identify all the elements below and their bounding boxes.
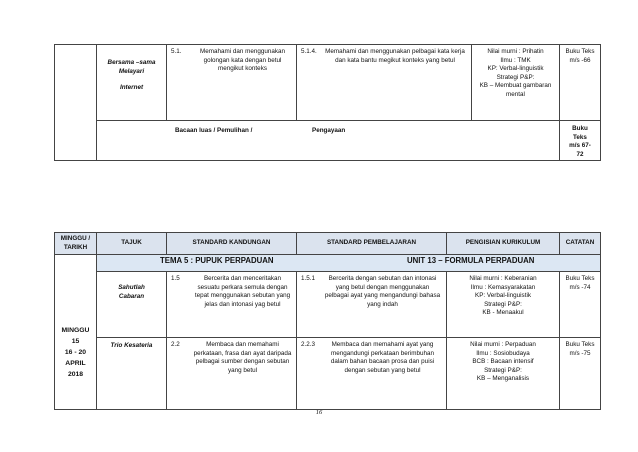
sk-text: Bercerita dan menceritakan sesuatu perkara semula dengan tepat menggunakan sebutan yang jelas dan intonasi yag betul (194, 275, 291, 308)
minggu-line: 15 (71, 337, 80, 345)
catatan-cell (560, 272, 601, 338)
pk-line: KB – Membuat gambaran mental (479, 82, 552, 98)
pk-line: Strategi P&P: (496, 73, 535, 81)
sk-text: Membaca dan memahami perkataan, frasa dan ayat daripada pelbagai sumber dengan sebutan yang betul (193, 341, 292, 374)
standard-pembelajaran-cell (297, 338, 447, 410)
tajuk-cell (97, 45, 167, 121)
pk-line: Nilai murni : Prihatin (487, 48, 544, 55)
standard-pembelajaran-cell (297, 45, 472, 121)
pk-line: BCB : Bacaan intensif (472, 358, 534, 366)
pk-line: Ilmu : TMK (500, 56, 531, 64)
minggu-line: APRIL (65, 359, 86, 367)
pk-line: Nilai murni : Perpaduan (470, 341, 536, 348)
catatan-text: Buku Teks m/s -74 (565, 275, 595, 291)
pk-line: KP: Verbal-linguistik (487, 65, 544, 73)
catatan-line: Teks (573, 133, 587, 141)
pk-line: Ilmu : Sosiobudaya (476, 349, 530, 357)
bacaan-cell (97, 121, 560, 161)
standard-kandungan-cell (167, 45, 297, 121)
pk-line: Strategi P&P: (484, 300, 522, 308)
sk-text: Memahami dan menggunakan golongan kata dengan betul mengikut konteks (199, 48, 286, 73)
catatan-cell (560, 121, 601, 161)
header-row (55, 233, 601, 255)
catatan-line: 72 (576, 150, 584, 158)
catatan-cell (560, 45, 601, 121)
tajuk-sub: Internet (119, 84, 144, 92)
sk-number: 2.2 (171, 341, 180, 348)
tajuk-line: Bersama –sama (107, 59, 156, 66)
pk-line: Strategi P&P: (484, 366, 522, 374)
table-row (55, 338, 601, 410)
sp-text: Membaca dan memahami ayat yang mengandungi perkataan berimbuhan dalam bahan bacaan prosa dan puisi dengan sebutan yang betul (330, 341, 435, 374)
tema-title: TEMA 5 : PUPUK PERPADUAN (160, 256, 274, 265)
pk-line: KB - Menaakul (482, 309, 524, 317)
bacaan-text: Bacaan luas / Pemulihan / (175, 127, 253, 134)
header-tajuk: TAJUK (97, 233, 167, 255)
tajuk-cell (97, 338, 167, 410)
header-standard-kandungan: STANDARD KANDUNGAN (167, 233, 297, 255)
main-lesson-table (54, 232, 601, 410)
pengisian-kurikulum-cell (447, 338, 560, 410)
tema-cell (97, 255, 601, 272)
table-row (55, 45, 601, 121)
minggu-cell-empty (55, 45, 97, 161)
sp-number: 1.5.1 (301, 275, 316, 282)
catatan-text: Buku Teks m/s -66 (565, 48, 595, 64)
minggu-line: 16 - 20 (64, 348, 87, 356)
tajuk-cell (97, 272, 167, 338)
pk-line: KB – Menganalisis (476, 375, 530, 383)
header-standard-pembelajaran: STANDARD PEMBELAJARAN (297, 233, 447, 255)
top-lesson-table (54, 44, 601, 161)
pk-line: Nilai murni : Keberanian (469, 275, 537, 282)
sp-text: Memahami dan menggunakan pelbagai kata kerja dan kata bantu megikut konteks yang betul (325, 48, 465, 64)
catatan-line: Buku (572, 125, 588, 132)
catatan-text: Buku Teks m/s -75 (565, 341, 595, 357)
sk-number: 1.5 (171, 275, 180, 282)
sk-number: 5.1. (171, 48, 182, 55)
table-row (55, 121, 601, 161)
minggu-cell (55, 255, 97, 410)
sp-number: 2.2.3 (301, 341, 316, 348)
table-row (55, 272, 601, 338)
sp-number: 5.1.4. (301, 48, 317, 55)
pengayaan-text: Pengayaan (312, 127, 346, 134)
standard-pembelajaran-cell (297, 272, 447, 338)
pengisian-kurikulum-cell (472, 45, 560, 121)
unit-title: UNIT 13 – FORMULA PERPADUAN (407, 256, 535, 265)
pengisian-kurikulum-cell (447, 272, 560, 338)
sp-text: Bercerita dengan sebutan dan intonasi yang betul dengan menggunakan pelbagai ayat yang mengandungi bahasa yang indah (324, 275, 441, 308)
tema-row (55, 255, 601, 272)
header-minggu: MINGGU / TARIKH (55, 233, 97, 255)
pk-line: Ilmu : Kemasyarakatan (470, 283, 536, 291)
catatan-line: m/s 67- (569, 142, 591, 150)
pk-line: KP: Verbal-linguistik (475, 292, 531, 300)
standard-kandungan-cell (167, 338, 297, 410)
header-catatan: CATATAN (560, 233, 601, 255)
minggu-line: 2018 (67, 370, 84, 378)
tajuk-line: Melayari (118, 67, 145, 75)
header-pengisian-kurikulum: PENGISIAN KURIKULUM (447, 233, 560, 255)
standard-kandungan-cell (167, 272, 297, 338)
tajuk-line: Sahutlah (118, 284, 145, 291)
tajuk-line: Trio Kesateria (110, 342, 153, 349)
catatan-cell (560, 338, 601, 410)
tajuk-line: Cabaran (118, 292, 145, 300)
page-number: 16 (315, 409, 323, 416)
minggu-line: MINGGU (61, 326, 90, 334)
